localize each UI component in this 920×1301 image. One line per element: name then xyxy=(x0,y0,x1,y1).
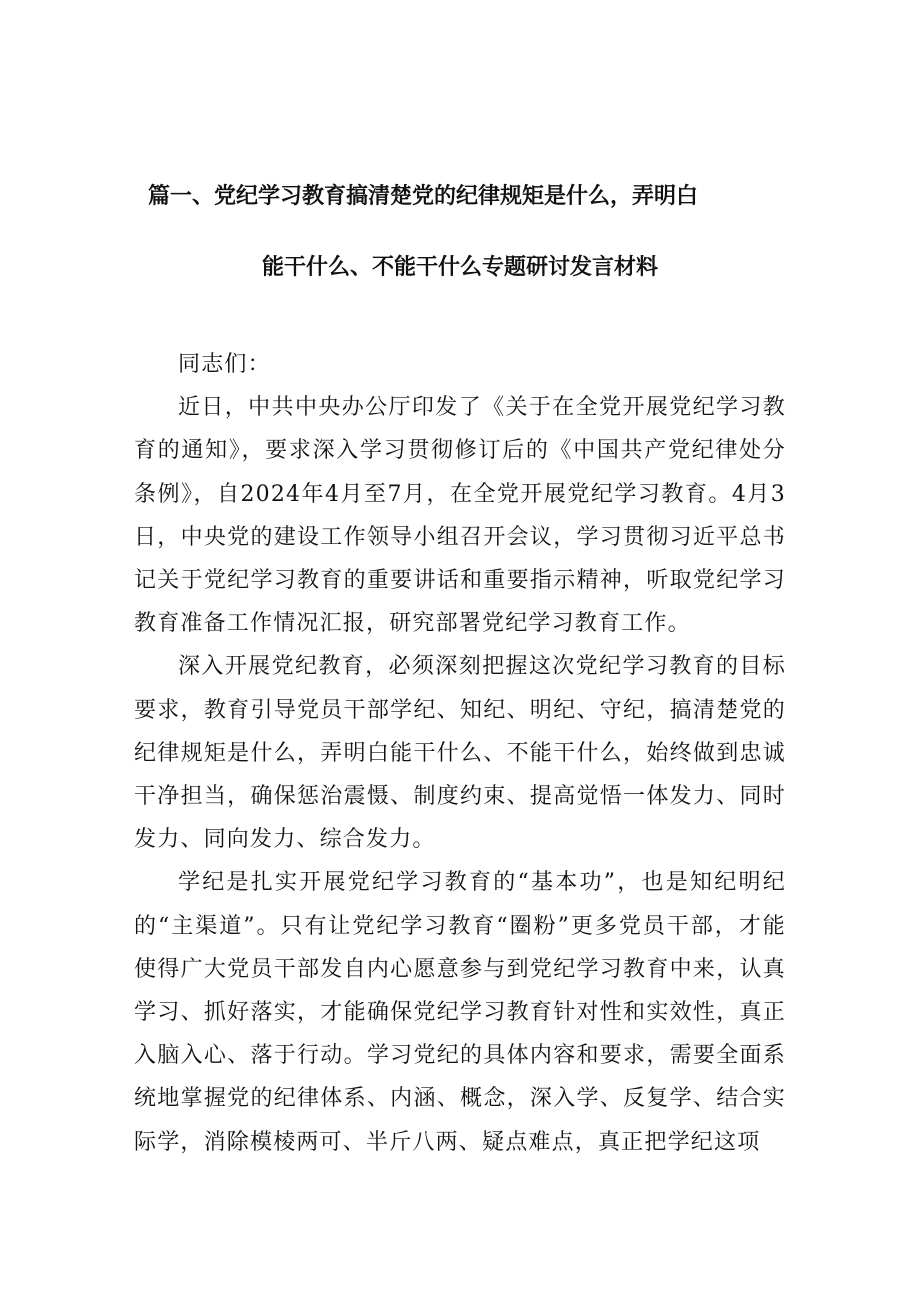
salutation: 同志们： xyxy=(178,352,271,377)
document-body xyxy=(134,343,786,1164)
document-title-line-2: 能干什么、不能干什么专题研讨发言材料 xyxy=(261,255,658,280)
paragraph-2: 深入开展党纪教育，必须深刻把握这次党纪学习教育的目标要求，教育引导党员干部学纪、知纪、明纪、守纪，搞清楚党的纪律规矩是什么，弄明白能干什么、不能干什么，始终做到忠诚干净担当，确保惩治震慑、制度约束、提高觉悟一体发力、同时发力、同向发力、综合发力。 xyxy=(134,654,786,853)
document-title-line-1: 篇一、党纪学习教育搞清楚党的纪律规矩是什么，弄明白 xyxy=(147,184,698,209)
paragraph-1: 近日，中共中央办公厅印发了《关于在全党开展党纪学习教育的通知》，要求深入学习贯彻修订后的《中国共产党纪律处分条例》，自2024年4月至7月，在全党开展党纪学习教育。4月3日，中央党的建设工作领导小组召开会议，学习贯彻习近平总书记关于党纪学习教育的重要讲话和重要指示精神，听取党纪学习教育准备工作情况汇报，研究部署党纪学习教育工作。 xyxy=(134,395,786,637)
paragraph-3: 学纪是扎实开展党纪学习教育的“基本功”，也是知纪明纪的“主渠道”。只有让党纪学习教育“圈粉”更多党员干部，才能使得广大党员干部发自内心愿意参与到党纪学习教育中来，认真学习、抓好落实，才能确保党纪学习教育针对性和实效性，真正入脑入心、落于行动。学习党纪的具体内容和要求，需要全面系统地掌握党的纪律体系、内涵、概念，深入学、反复学、结合实际学，消除模棱两可、半斤八两、疑点难点，真正把学纪这项 xyxy=(134,870,786,1155)
